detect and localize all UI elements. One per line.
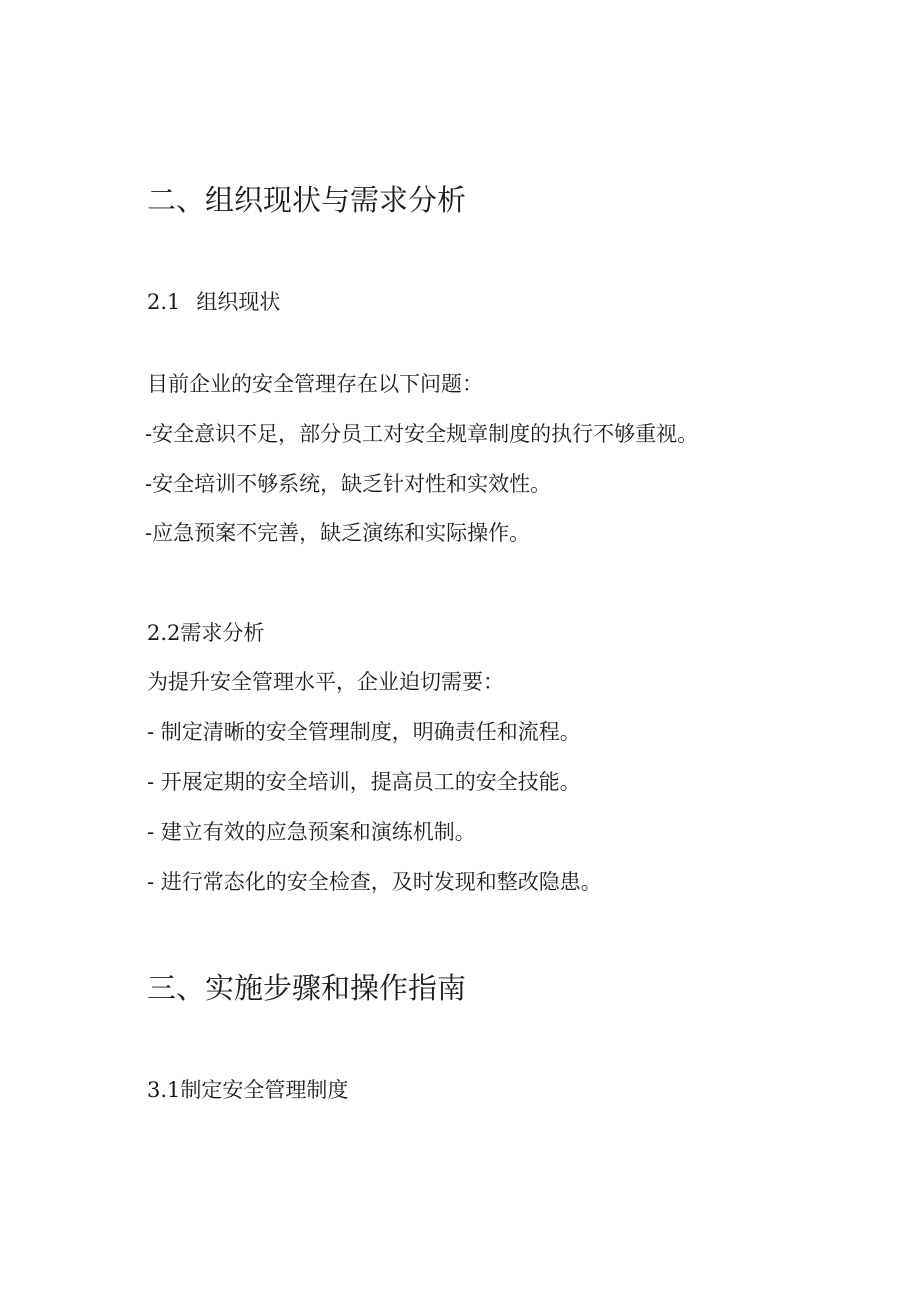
needs-item: - 进行常态化的安全检查，及时发现和整改隐患。 — [147, 870, 602, 894]
status-item: -应急预案不完善，缺乏演练和实际操作。 — [145, 521, 531, 545]
status-item: -安全培训不够系统，缺乏针对性和实效性。 — [145, 472, 552, 496]
status-item: -安全意识不足，部分员工对安全规章制度的执行不够重视。 — [145, 422, 699, 446]
subsection-2-2-heading: 2.2需求分析 — [147, 621, 265, 645]
needs-item: - 制定清晰的安全管理制度，明确责任和流程。 — [147, 720, 581, 744]
needs-item: - 建立有效的应急预案和演练机制。 — [147, 820, 476, 844]
subsection-2-1-title: 组织现状 — [196, 290, 281, 314]
status-intro: 目前企业的安全管理存在以下问题： — [147, 372, 483, 396]
section-3-title: 三、实施步骤和操作指南 — [147, 971, 467, 1005]
subsection-3-1-heading: 3.1制定安全管理制度 — [147, 1078, 349, 1102]
needs-item: - 开展定期的安全培训，提高员工的安全技能。 — [147, 770, 581, 794]
subsection-2-1-heading — [147, 286, 280, 316]
subsection-2-1-number: 2.1 — [147, 290, 181, 314]
needs-intro: 为提升安全管理水平，企业迫切需要： — [147, 670, 504, 694]
section-2-title: 二、组织现状与需求分析 — [147, 183, 467, 217]
